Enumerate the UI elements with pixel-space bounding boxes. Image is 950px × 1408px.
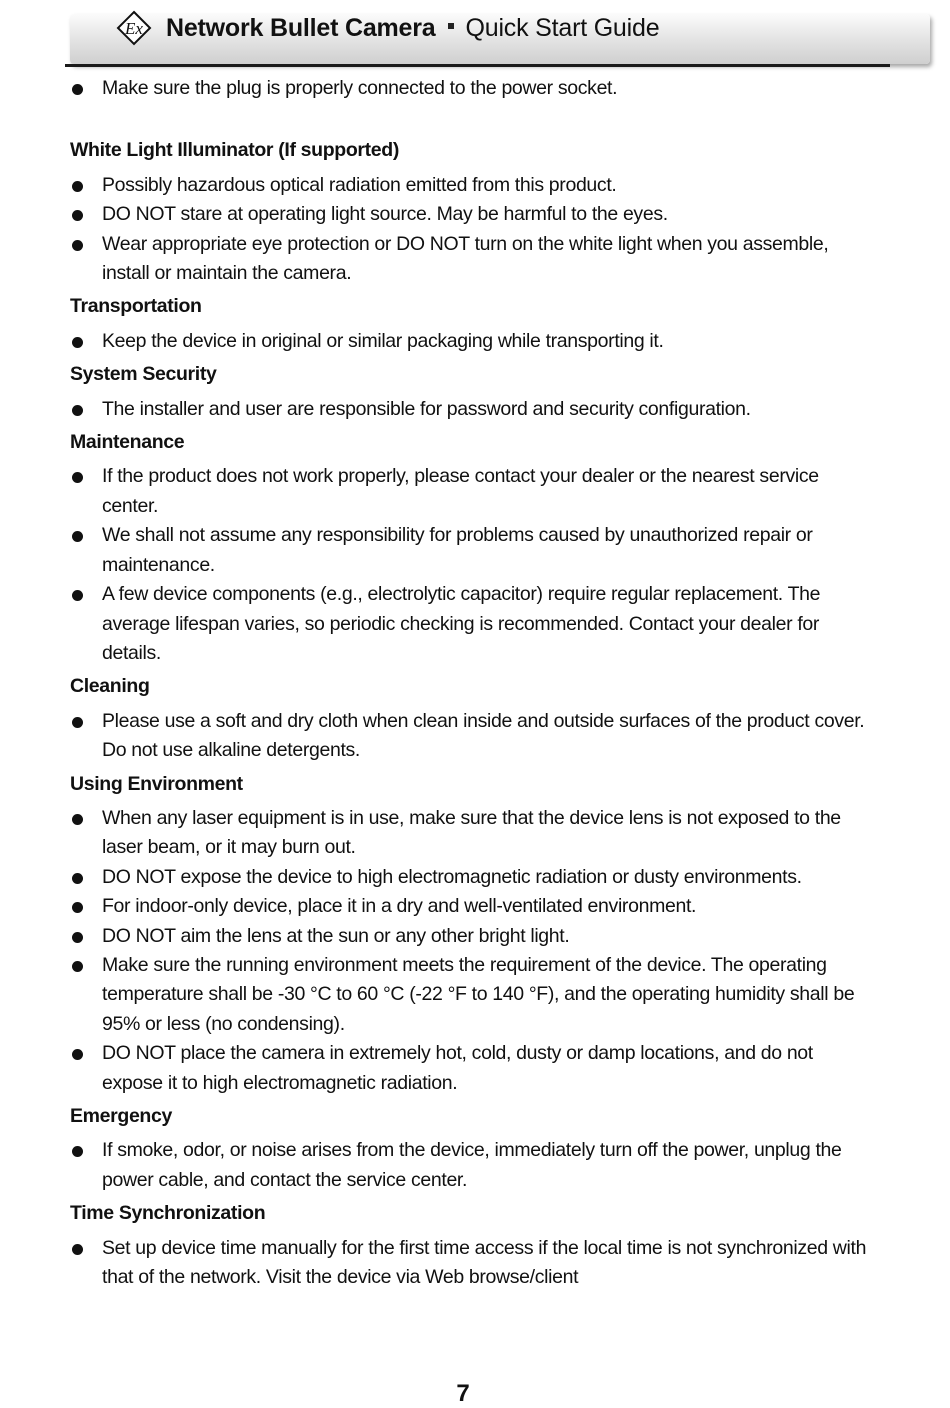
intro-list (70, 74, 870, 103)
list-item: If the product does not work properly, please contact your dealer or the nearest service center. (70, 462, 870, 521)
list-item: DO NOT stare at operating light source. May be harmful to the eyes. (70, 200, 870, 229)
list-item: Make sure the plug is properly connected to the power socket. (70, 74, 870, 103)
header-rule (65, 64, 890, 67)
section-heading-using-environment: Using Environment (70, 772, 243, 795)
list-item: When any laser equipment is in use, make sure that the device lens is not exposed to the laser beam, or it may burn out. (70, 804, 870, 863)
section-heading-maintenance: Maintenance (70, 431, 185, 454)
section-heading-time-synchronization: Time Synchronization (70, 1202, 266, 1225)
list-item: For indoor-only device, place it in a dry and well-ventilated environment. (70, 892, 870, 921)
section-heading-white-light: White Light Illuminator (If supported) (70, 139, 399, 162)
list-item: Keep the device in original or similar packaging while transporting it. (70, 327, 870, 356)
section-heading-system-security: System Security (70, 363, 217, 386)
page-number: 7 (456, 1380, 470, 1407)
section-heading-emergency: Emergency (70, 1105, 172, 1127)
section-heading-transportation: Transportation (70, 295, 202, 318)
section-list-cleaning (70, 707, 870, 766)
list-item: Possibly hazardous optical radiation emitted from this product. (70, 171, 870, 200)
list-item: Please use a soft and dry cloth when clean inside and outside surfaces of the product cover. Do not use alkaline detergents. (70, 707, 870, 766)
section-heading-cleaning: Cleaning (70, 675, 150, 698)
title-separator (448, 23, 454, 29)
list-item: Set up device time manually for the first time access if the local time is not synchronized with that of the network. Visit the device via Web browse/client (70, 1234, 870, 1293)
section-list-white-light (70, 171, 870, 289)
explosion-proof-ex-icon (116, 10, 152, 46)
svg-text:Ex: Ex (125, 19, 143, 38)
list-item: Wear appropriate eye protection or DO NOT turn on the white light when you assemble, install or maintain the camera. (70, 230, 870, 289)
list-item: DO NOT place the camera in extremely hot, cold, dusty or damp locations, and do not expose it to high electromagnetic radiation. (70, 1039, 870, 1098)
list-item: We shall not assume any responsibility for problems caused by unauthorized repair or maintenance. (70, 521, 870, 580)
document-body (70, 74, 870, 1292)
section-list-time-synchronization (70, 1234, 870, 1293)
list-item: Make sure the running environment meets the requirement of the device. The operating temperature shall be -30 °C to 60 °C (-22 °F to 140 °F), and the operating humidity shall be 95% or less (no condensing). (70, 951, 870, 1039)
document-title: Network Bullet Camera (166, 13, 436, 42)
header-title-group (116, 8, 659, 48)
list-item: DO NOT expose the device to high electromagnetic radiation or dusty environments. (70, 863, 870, 892)
list-item: A few device components (e.g., electrolytic capacitor) require regular replacement. The average lifespan varies, so periodic checking is recommended. Contact your dealer for details. (70, 580, 870, 668)
section-list-maintenance (70, 462, 870, 668)
section-list-system-security (70, 395, 870, 424)
document-subtitle: Quick Start Guide (465, 13, 660, 42)
list-item: If smoke, odor, or noise arises from the device, immediately turn off the power, unplug the power cable, and contact the service center. (70, 1136, 870, 1195)
section-list-emergency (70, 1136, 870, 1195)
list-item: DO NOT aim the lens at the sun or any other bright light. (70, 922, 870, 951)
list-item: The installer and user are responsible for password and security configuration. (70, 395, 870, 424)
section-list-using-environment (70, 804, 870, 1098)
section-list-transportation (70, 327, 870, 356)
